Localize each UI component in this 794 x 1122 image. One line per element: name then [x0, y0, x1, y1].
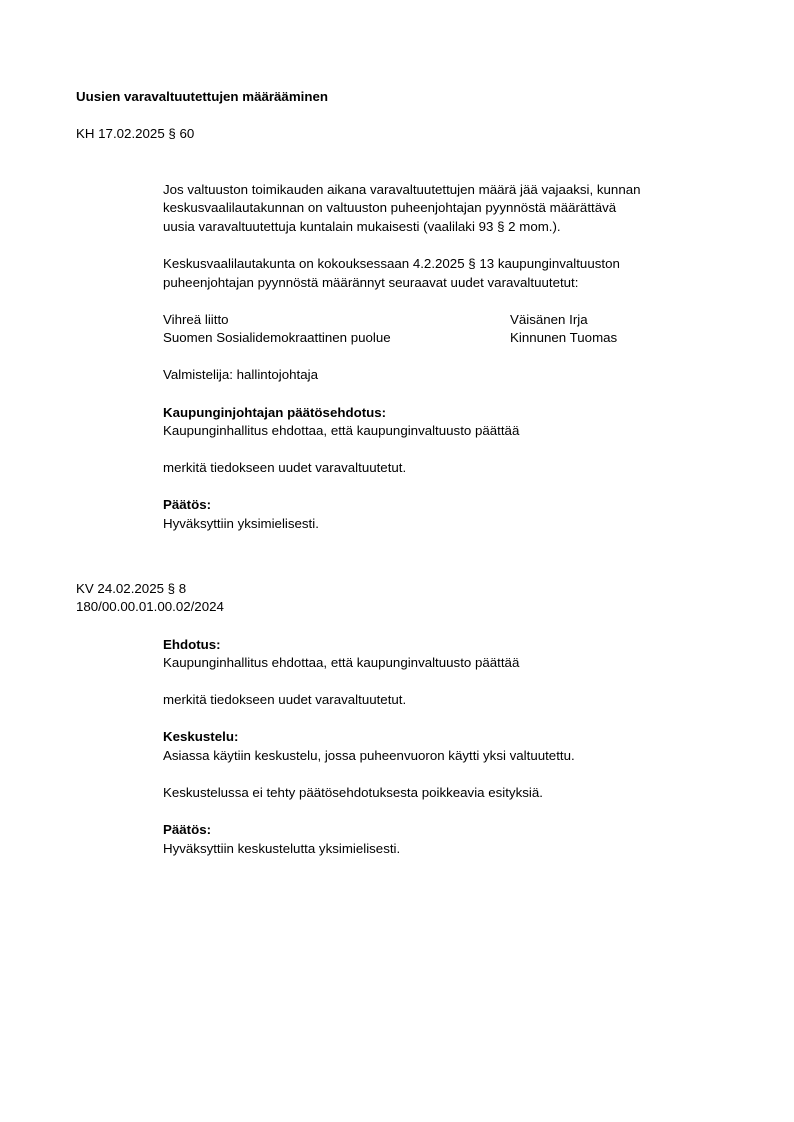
member-name: Väisänen Irja	[510, 312, 588, 327]
kv-decision-text: Hyväksyttiin keskustelutta yksimielisesti.	[163, 841, 401, 856]
kh-decision-heading: Päätös:	[163, 497, 212, 512]
kh-decision-text: Hyväksyttiin yksimielisesti.	[163, 516, 319, 531]
kv-proposal-text: Kaupunginhallitus ehdottaa, että kaupunginvaltuusto päättää	[163, 655, 520, 670]
kh-proposal-text: Kaupunginhallitus ehdottaa, että kaupunginvaltuusto päättää	[163, 423, 520, 438]
kv-reference: KV 24.02.2025 § 8	[76, 581, 187, 596]
kv-record-number: 180/00.00.01.00.02/2024	[76, 599, 224, 614]
kh-board-line-2: puheenjohtajan pyynnöstä määrännyt seuraavat uudet varavaltuutetut:	[163, 275, 579, 290]
kv-discussion-note: Keskustelussa ei tehty päätösehdotuksesta poikkeavia esityksiä.	[163, 785, 543, 800]
member-party: Vihreä liitto	[163, 312, 229, 327]
kh-proposal-item: merkitä tiedokseen uudet varavaltuutetut.	[163, 460, 407, 475]
kh-intro-line-1: Jos valtuuston toimikauden aikana varavaltuutettujen määrä jää vajaaksi, kunnan	[163, 182, 641, 197]
member-party: Suomen Sosialidemokraattinen puolue	[163, 330, 391, 345]
kh-intro-line-3: uusia varavaltuutettuja kuntalain mukaisesti (vaalilaki 93 § 2 mom.).	[163, 219, 561, 234]
kh-preparer: Valmistelija: hallintojohtaja	[163, 367, 318, 382]
kh-reference: KH 17.02.2025 § 60	[76, 126, 195, 141]
kv-discussion-text: Asiassa käytiin keskustelu, jossa puheenvuoron käytti yksi valtuutettu.	[163, 748, 575, 763]
kv-discussion-heading: Keskustelu:	[163, 729, 239, 744]
kh-board-line-1: Keskusvaalilautakunta on kokouksessaan 4.2.2025 § 13 kaupunginvaltuuston	[163, 256, 620, 271]
member-name: Kinnunen Tuomas	[510, 330, 618, 345]
kv-decision-heading: Päätös:	[163, 822, 212, 837]
kh-intro-line-2: keskusvaalilautakunnan on valtuuston puheenjohtajan pyynnöstä määrättävä	[163, 200, 617, 215]
kh-proposal-heading: Kaupunginjohtajan päätösehdotus:	[163, 405, 387, 420]
document-title: Uusien varavaltuutettujen määrääminen	[76, 89, 328, 104]
kv-proposal-item: merkitä tiedokseen uudet varavaltuutetut.	[163, 692, 407, 707]
kv-proposal-heading: Ehdotus:	[163, 637, 221, 652]
